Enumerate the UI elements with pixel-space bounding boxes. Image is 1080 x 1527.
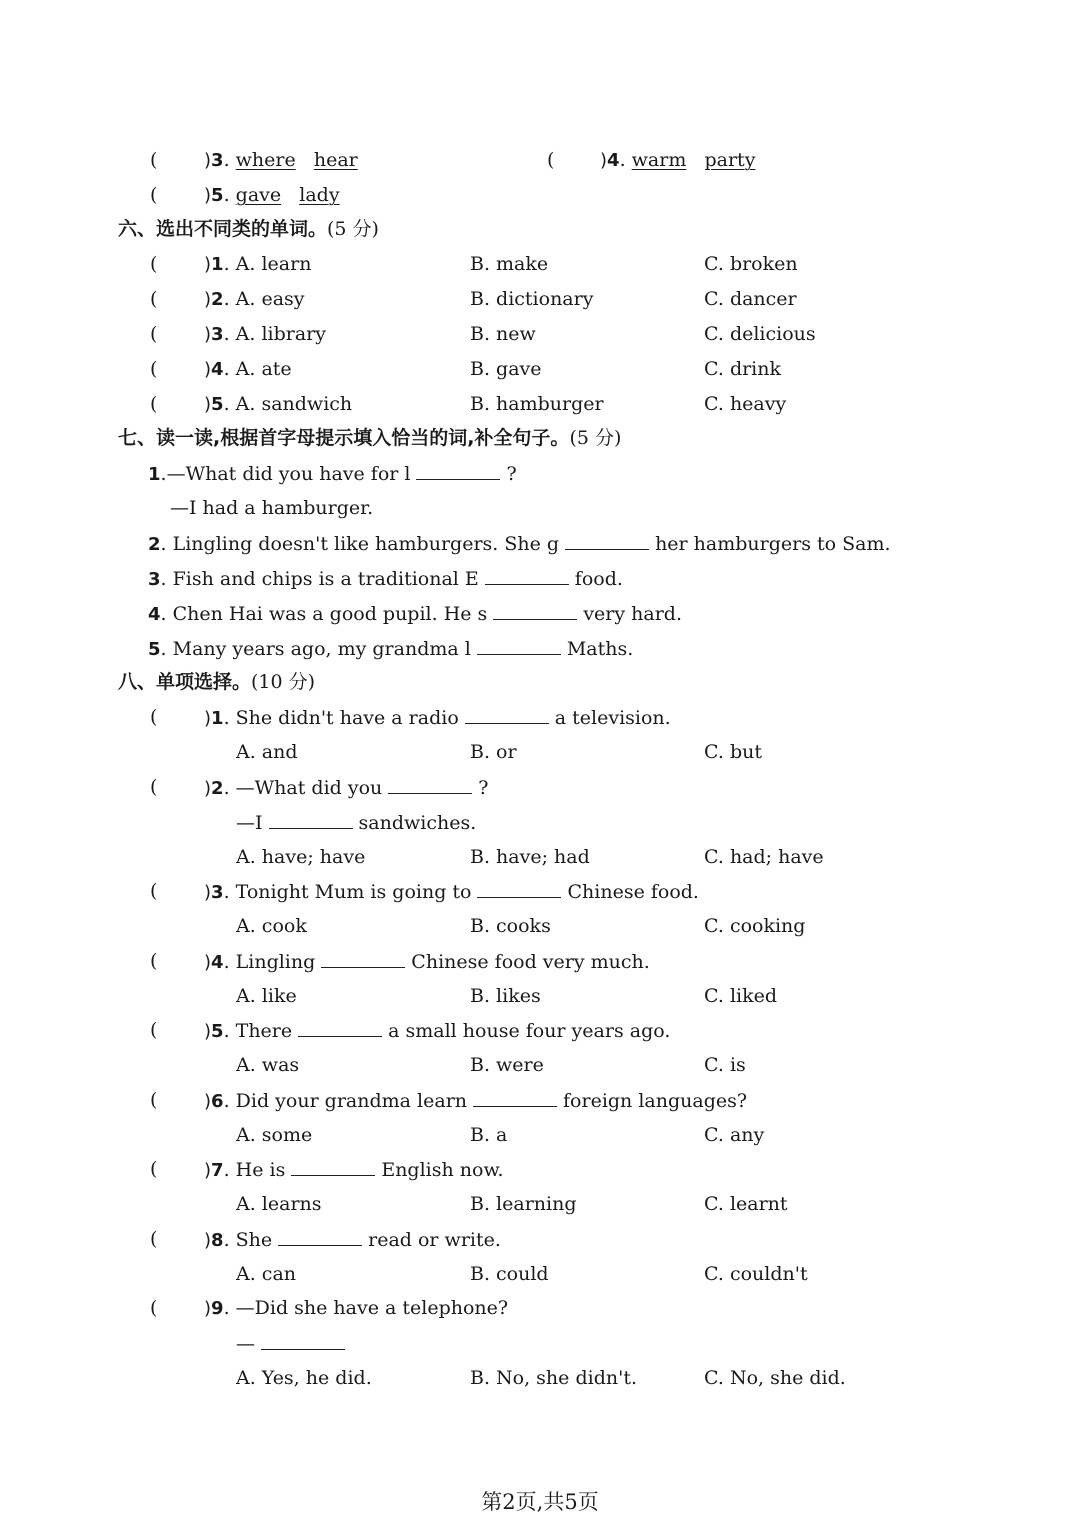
option-b[interactable]: B. likes xyxy=(470,985,541,1007)
option-b[interactable]: B. have; had xyxy=(470,846,590,868)
option-c[interactable]: C. had; have xyxy=(704,846,824,868)
option-c[interactable]: C. learnt xyxy=(704,1193,788,1215)
answer-paren[interactable]: ( xyxy=(150,1297,158,1319)
answer-blank[interactable] xyxy=(321,949,405,968)
answer-paren[interactable]: ( xyxy=(150,706,158,728)
answer-paren[interactable]: ( xyxy=(150,776,158,798)
option-b[interactable]: B. could xyxy=(470,1263,549,1285)
question-line: )5. gave lady xyxy=(204,184,340,206)
sec8-q8: )8. She read or write. xyxy=(204,1229,501,1251)
option-b[interactable]: B. learning xyxy=(470,1193,577,1215)
option-c[interactable]: C. any xyxy=(704,1124,765,1146)
option-c[interactable]: C. liked xyxy=(704,985,778,1007)
option-b[interactable]: B. cooks xyxy=(470,915,551,937)
option-c: C. delicious xyxy=(704,323,816,345)
sec8-q7: )7. He is English now. xyxy=(204,1159,504,1181)
answer-blank[interactable] xyxy=(485,566,569,585)
option-b: B. hamburger xyxy=(470,393,604,415)
sec8-q3: )3. Tonight Mum is going to Chinese food. xyxy=(204,881,699,903)
option-a[interactable]: A. learns xyxy=(236,1193,322,1215)
section-7-title: 七、读一读,根据首字母提示填入恰当的词,补全句子。(5 分) xyxy=(118,427,622,449)
answer-blank[interactable] xyxy=(291,1157,375,1176)
option-c[interactable]: C. No, she did. xyxy=(704,1367,846,1389)
answer-blank[interactable] xyxy=(269,810,353,829)
option-a[interactable]: A. and xyxy=(236,741,298,763)
question-line: )3. where hear xyxy=(204,149,358,171)
answer-paren[interactable]: ( xyxy=(150,288,158,310)
option-b: B. gave xyxy=(470,358,542,380)
section-8-title: 八、单项选择。(10 分) xyxy=(118,671,316,693)
sec7-item-1: 1.—What did you have for l ? xyxy=(148,463,517,485)
answer-paren[interactable]: ( xyxy=(150,1019,158,1041)
option-b[interactable]: B. a xyxy=(470,1124,508,1146)
sec8-q4: )4. Lingling Chinese food very much. xyxy=(204,951,650,973)
answer-blank[interactable] xyxy=(473,1088,557,1107)
option-b[interactable]: B. or xyxy=(470,741,517,763)
answer-blank[interactable] xyxy=(493,601,577,620)
option-b: B. make xyxy=(470,253,549,275)
answer-paren[interactable]: ( xyxy=(150,253,158,275)
option-b[interactable]: B. were xyxy=(470,1054,544,1076)
sec8-q9: )9. —Did she have a telephone? xyxy=(204,1297,509,1319)
answer-paren[interactable]: ( xyxy=(547,149,555,171)
answer-blank[interactable] xyxy=(477,636,561,655)
option-a[interactable]: A. was xyxy=(236,1054,300,1076)
option-a[interactable]: A. some xyxy=(236,1124,313,1146)
sec7-item-5: 5. Many years ago, my grandma l Maths. xyxy=(148,638,634,660)
sec8-q6: )6. Did your grandma learn foreign languages? xyxy=(204,1090,748,1112)
option-b[interactable]: B. No, she didn't. xyxy=(470,1367,637,1389)
option-a[interactable]: A. Yes, he did. xyxy=(236,1367,372,1389)
page-footer: 第2页,共5页 xyxy=(481,1490,599,1514)
answer-blank[interactable] xyxy=(388,775,472,794)
option-c[interactable]: C. cooking xyxy=(704,915,806,937)
option-b: B. dictionary xyxy=(470,288,594,310)
sec8-q2: )2. —What did you ? xyxy=(204,777,489,799)
option-c[interactable]: C. couldn't xyxy=(704,1263,808,1285)
sec7-item-1-answer: —I had a hamburger. xyxy=(170,497,374,519)
answer-paren[interactable]: ( xyxy=(150,393,158,415)
option-c: C. drink xyxy=(704,358,782,380)
option-c[interactable]: C. is xyxy=(704,1054,746,1076)
sec7-item-4: 4. Chen Hai was a good pupil. He s very hard. xyxy=(148,603,682,625)
answer-paren[interactable]: ( xyxy=(150,323,158,345)
answer-paren[interactable]: ( xyxy=(150,149,158,171)
sec8-q9-reply: — xyxy=(236,1331,351,1356)
option-c: C. dancer xyxy=(704,288,797,310)
sec8-q1: )1. She didn't have a radio a television. xyxy=(204,707,671,729)
option-c: C. broken xyxy=(704,253,798,275)
answer-paren[interactable]: ( xyxy=(150,1158,158,1180)
answer-paren[interactable]: ( xyxy=(150,1089,158,1111)
answer-paren[interactable]: ( xyxy=(150,1228,158,1250)
answer-blank[interactable] xyxy=(565,531,649,550)
answer-blank[interactable] xyxy=(465,705,549,724)
answer-paren[interactable]: ( xyxy=(150,880,158,902)
option-a[interactable]: A. have; have xyxy=(236,846,366,868)
answer-blank[interactable] xyxy=(416,461,500,480)
section-6-title: 六、选出不同类的单词。(5 分) xyxy=(118,218,379,240)
question-line: )4. warm party xyxy=(600,149,756,171)
sec8-q5: )5. There a small house four years ago. xyxy=(204,1020,671,1042)
answer-paren[interactable]: ( xyxy=(150,950,158,972)
sec8-q2-reply: —I sandwiches. xyxy=(236,812,477,834)
option-a[interactable]: A. cook xyxy=(236,915,307,937)
answer-paren[interactable]: ( xyxy=(150,358,158,380)
sec7-item-2: 2. Lingling doesn't like hamburgers. She g her hamburgers to Sam. xyxy=(148,533,891,555)
option-c: C. heavy xyxy=(704,393,787,415)
option-a[interactable]: A. like xyxy=(236,985,297,1007)
option-b: B. new xyxy=(470,323,536,345)
answer-blank[interactable] xyxy=(298,1018,382,1037)
answer-paren[interactable]: ( xyxy=(150,184,158,206)
answer-blank[interactable] xyxy=(477,879,561,898)
answer-blank[interactable] xyxy=(261,1331,345,1350)
answer-blank[interactable] xyxy=(278,1227,362,1246)
sec7-item-3: 3. Fish and chips is a traditional E food. xyxy=(148,568,623,590)
option-a[interactable]: A. can xyxy=(236,1263,297,1285)
option-c[interactable]: C. but xyxy=(704,741,762,763)
